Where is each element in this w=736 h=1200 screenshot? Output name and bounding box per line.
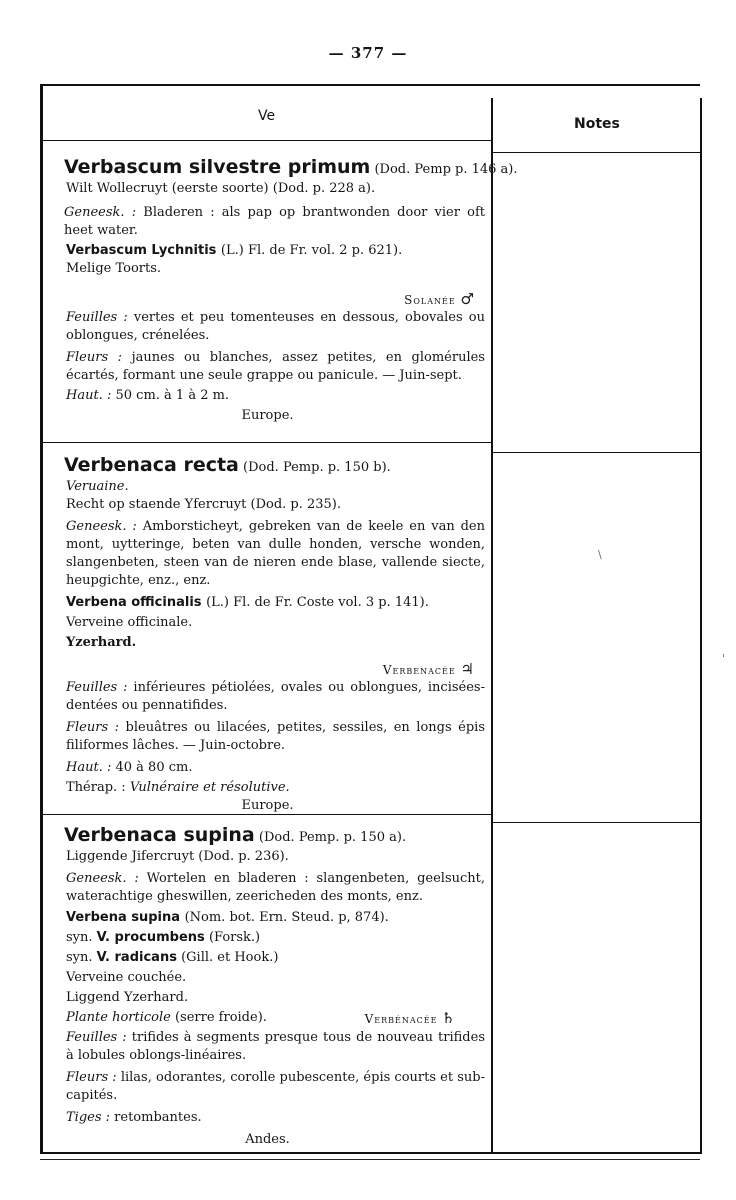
- common-name: Melige Toorts.: [66, 261, 162, 276]
- therapeutic-use: Thérap. : Vulnéraire et résolutive.: [66, 780, 290, 795]
- perennial-symbol-icon: ♃: [460, 660, 475, 678]
- column-header-notes: Notes: [574, 116, 620, 132]
- entry-reference: (Dod. Pemp p. 146 a).: [374, 162, 518, 177]
- male-symbol-icon: ♂: [460, 290, 475, 308]
- height-description: Haut. : 50 cm. à 1 à 2 m.: [66, 388, 230, 403]
- modern-name: Verbena supina (Nom. bot. Ern. Steud. p, 874).: [66, 910, 389, 925]
- entry-title: Verbenaca recta: [64, 454, 239, 476]
- leaves-description: Feuilles : vertes et peu tomenteuses en dessous, obovales ou oblongues, crénelées.: [66, 310, 485, 343]
- medicinal-use: Geneesk. : Wortelen en bladeren : slangenbeten, geelsucht, waterachtige gheswillen, zeericheden des monts, enz.: [66, 871, 486, 904]
- entry-verbenaca-supina: [50, 822, 485, 1149]
- leaves-description: Feuilles : inférieures pétiolées, ovales ou oblongues, incisées-dentées ou pennatifides.: [66, 680, 485, 713]
- region: Andes.: [245, 1132, 290, 1147]
- common-name: Liggend Yzerhard.: [66, 990, 189, 1005]
- alternate-name: Veruaine.: [66, 479, 129, 494]
- stray-mark: \: [598, 548, 602, 561]
- flowers-description: Fleurs : bleuâtres ou lilacées, petites, sessiles, en longs épis filiformes lâches. — Juin-octobre.: [66, 720, 485, 753]
- flowers-description: Fleurs : lilas, odorantes, corolle pubescente, épis courts et sub-capités.: [66, 1070, 485, 1103]
- height-description: Haut. : 40 à 80 cm.: [66, 760, 193, 775]
- synonym: syn. V. radicans (Gill. et Hook.): [66, 950, 279, 965]
- vernacular-name: Wilt Wollecruyt (eerste soorte) (Dod. p. 228 a).: [66, 181, 376, 196]
- header-rule: [43, 140, 491, 141]
- region: Europe.: [241, 798, 294, 813]
- stems-description: Tiges : retombantes.: [66, 1110, 202, 1125]
- leaves-description: Feuilles : trifides à segments presque tous de nouveau trifides à lobules oblongs-linéaires.: [66, 1030, 485, 1063]
- medicinal-use: Geneesk. : Amborsticheyt, gebreken van de keele en van den mont, uytteringe, beten van dulle honden, versche wonden, slangenbeten, steen van de nieren ende blase, vallende siecte, heupgichte, enz., enz.: [66, 519, 486, 588]
- entry-divider: [43, 442, 491, 443]
- common-name: Yzerhard.: [66, 635, 137, 650]
- entry-verbascum-silvestre: [50, 154, 518, 425]
- common-name: Verveine officinale.: [66, 615, 193, 630]
- entry-title: Verbenaca supina: [64, 824, 255, 846]
- flowers-description: Fleurs : jaunes ou blanches, assez petites, en glomérules écartés, formant une seule grappe ou panicule. — Juin-sept.: [66, 350, 485, 383]
- plant-family: Solanée ♂: [404, 290, 475, 308]
- modern-name: Verbascum Lychnitis (L.) Fl. de Fr. vol. 2 p. 621).: [66, 243, 403, 258]
- entry-verbenaca-recta: [50, 452, 485, 815]
- column-header-main: Ve: [258, 108, 276, 124]
- plant-family: Verbenacée ♃: [382, 660, 475, 678]
- medicinal-use: Geneesk. : Bladeren : als pap op brantwonden door vier oft heet water.: [64, 205, 485, 238]
- entry-reference: (Dod. Pemp. p. 150 b).: [243, 460, 391, 475]
- page-number: — 377 —: [328, 44, 408, 62]
- vernacular-name: Liggende Jifercruyt (Dod. p. 236).: [66, 849, 289, 864]
- right-border: [700, 98, 702, 1154]
- entry-title: Verbascum silvestre primum: [64, 156, 371, 178]
- bottom-rule: [40, 1159, 700, 1160]
- entry-reference: (Dod. Pemp. p. 150 a).: [258, 830, 407, 845]
- region: Europe.: [241, 408, 294, 423]
- synonym: syn. V. procumbens (Forsk.): [66, 930, 261, 945]
- vernacular-name: Recht op staende Yfercruyt (Dod. p. 235).: [66, 497, 342, 512]
- notes-divider: [493, 822, 700, 823]
- cultivation-note: Plante horticole (serre froide). Verbénacée ♄: [66, 1009, 455, 1027]
- plant-family: Verbénacée ♄: [364, 1009, 455, 1027]
- modern-name: Verbena officinalis (L.) Fl. de Fr. Coste vol. 3 p. 141).: [66, 595, 429, 610]
- notes-header-rule: [493, 152, 700, 153]
- stray-mark: ': [722, 652, 726, 665]
- shrub-symbol-icon: ♄: [441, 1009, 455, 1027]
- notes-divider: [493, 452, 700, 453]
- common-name: Verveine couchée.: [66, 970, 187, 985]
- column-divider: [491, 98, 493, 1154]
